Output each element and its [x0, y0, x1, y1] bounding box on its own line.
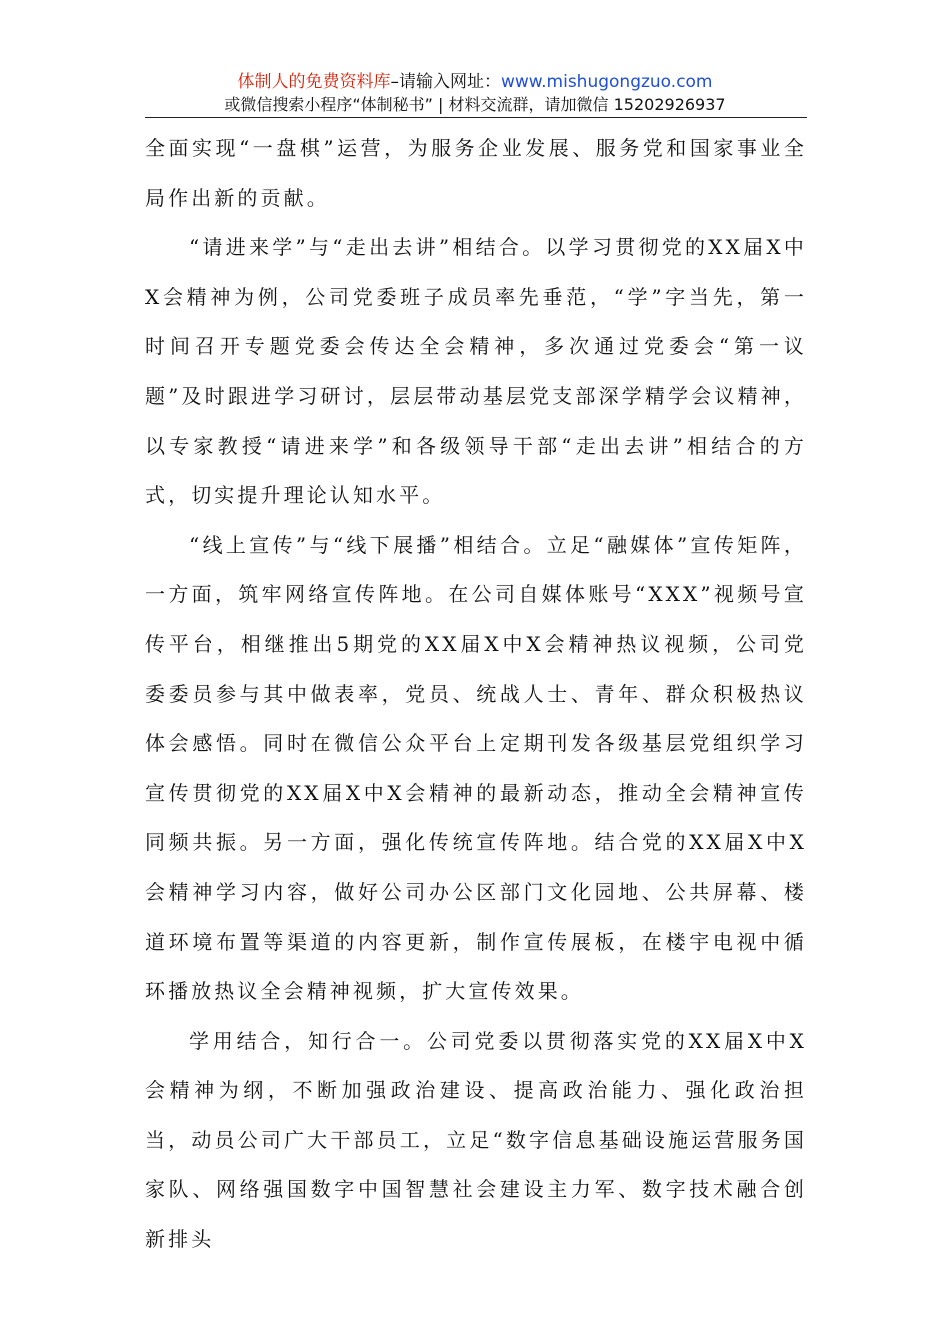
paragraph-continuation: 全面实现“一盘棋”运营，为服务企业发展、服务党和国家事业全局作出新的贡献。	[145, 136, 807, 210]
paragraph-learning-application: 学用结合，知行合一。公司党委以贯彻落实党的XX届X中X会精神为纲，不断加强政治建设、提高政治能力、强化政治担当，动员公司广大干部员工，立足“数字信息基础设施运营服务国家队、网络强国数字中国智慧社会建设主力军、数字技术融合创新排头	[145, 1028, 807, 1252]
brand-title: 体制人的免费资料库	[237, 72, 391, 92]
header-divider	[145, 117, 807, 118]
url-prompt: –请输入网址：	[390, 72, 501, 92]
document-body	[145, 124, 807, 1265]
header-line-2: 或微信搜索小程序“体制秘书” | 材料交流群，请加微信 15202926937	[224, 95, 726, 114]
paragraph-online-offline: “线上宣传”与“线下展播”相结合。立足“融媒体”宣传矩阵，一方面，筑牢网络宣传阵地。在公司自媒体账号“XXX”视频号宣传平台，相继推出5期党的XX届X中X会精神热议视频，公司党委委员参与其中做表率，党员、统战人士、青年、群众积极热议体会感悟。同时在微信公众平台上定期刊发各级基层党组织学习宣传贯彻党的XX届X中X会精神的最新动态，推动全会精神宣传同频共振。另一方面，强化传统宣传阵地。结合党的XX届X中X会精神学习内容，做好公司办公区部门文化园地、公共屏幕、楼道环境布置等渠道的内容更新，制作宣传展板，在楼宇电视中循环播放热议全会精神视频，扩大宣传效果。	[145, 532, 807, 1004]
page-header	[145, 70, 805, 116]
header-line-1	[145, 70, 805, 94]
website-link[interactable]: www.mishugongzuo.com	[500, 72, 713, 92]
paragraph-invite-learning: “请进来学”与“走出去讲”相结合。以学习贯彻党的XX届X中X会精神为例，公司党委班子成员率先垂范，“学”字当先，第一时间召开专题党委会传达全会精神，多次通过党委会“第一议题”及时跟进学习研讨，层层带动基层党支部深学精学会议精神，以专家教授“请进来学”和各级领导干部“走出去讲”相结合的方式，切实提升理论认知水平。	[145, 235, 807, 508]
